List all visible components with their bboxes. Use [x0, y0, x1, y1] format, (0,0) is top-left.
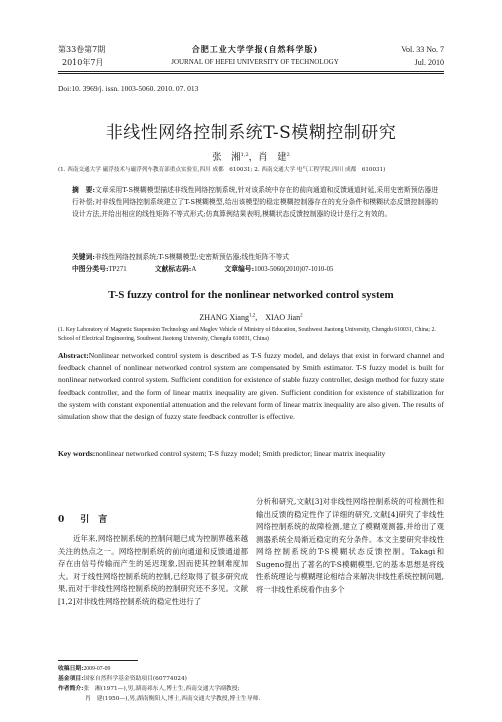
doi: Doi:10. 3969/j. issn. 1003-5060. 2010. 07. 013	[58, 84, 199, 93]
abstract-en-label: Abstract:	[58, 351, 89, 360]
body-left-column: 近年来,网络控制系统的控制问题已成为控制界越来越关注的热点之一。网络控制系统的前向通道和反馈通道都存在由信号传输而产生的延迟现象,因而使其控制难度加大。对于线性网络控制系统的控制,已经取得了很多研究成果,而对于非线性网络控制系统的控制研究还不多见。文献[1,2]对非线性网络控制系统的稳定性进行了	[58, 534, 248, 606]
author-en-1-sup: 1,2	[248, 313, 256, 319]
title-cn: 非线性网络控制系统T-S模糊控制研究	[105, 123, 397, 143]
doc-code-value: A	[191, 266, 197, 273]
author-cn-1: 张 湘	[212, 152, 241, 163]
article-number-label: 文章编号:	[224, 265, 255, 273]
header-journal-en: JOURNAL OF HEFEI UNIVERSITY OF TECHNOLOGY	[171, 58, 339, 66]
author-en-1: ZHANG Xiang	[199, 313, 249, 322]
header-date-en: Jul. 2010	[414, 58, 444, 67]
author-bio-label: 作者简介:	[58, 686, 84, 692]
title-en: T-S fuzzy control for the nonlinear networked control system	[108, 289, 394, 301]
abstract-cn	[72, 184, 438, 220]
received-label: 收稿日期:	[58, 666, 84, 672]
header-rule-top	[58, 71, 444, 72]
affiliation-en: (1. Key Laboratory of Magnetic Suspension Technology and Maglev Vehicle of Ministry of Education, Southwest Jiaotong University, Chengdu 610031, China; 2. School of Electrical Engineering, Southwest Jiaotong University, Chengdu 610031, China)	[58, 327, 436, 342]
abstract-cn-label: 摘 要:	[72, 186, 96, 194]
keywords-cn-text: 非线性网络控制系统;T-S模糊模型;史密斯预估器;线性矩阵不等式	[94, 253, 290, 261]
authors-en	[40, 312, 462, 323]
section-title: 引 言	[80, 515, 108, 525]
received-date: 2009-07-09	[83, 666, 111, 672]
clc-value: TP271	[108, 266, 127, 273]
body-right-column: 分析和研究,文献[3]对非线性网络控制系统的可检测性和输出反馈的稳定性作了详细的研究,文献[4]研究了非线性网络控制系统的故障检测,建立了模糊观测器,并给出了观测器系统全局渐近稳定的充分条件。本文主要研究非线性网络控制系统的T-S模糊状态反馈控制。Takagi和Sugeno提出了著名的T-S模糊模型,它的基本思想是将线性系统理论与模糊理论相结合来解决非线性系统控制问题,将一非线性系统看作由多个	[256, 497, 444, 594]
section-number: 0	[58, 515, 65, 525]
fund-label: 基金项目:	[58, 676, 84, 682]
author-en-2-sup: 2	[300, 313, 303, 319]
header-volume-cn: 第33卷第7期	[58, 45, 106, 54]
author-en-2: XIAO Jian	[265, 313, 301, 322]
authors-cn	[40, 149, 462, 163]
keywords-en	[58, 448, 444, 460]
author-cn-sep: ，	[248, 152, 259, 163]
classification-line	[72, 264, 438, 275]
article-number-value: 1003-5060(2010)07-1010-05	[254, 266, 334, 273]
section-heading	[58, 512, 107, 525]
author-cn-1-sup: 1,2	[240, 151, 249, 158]
author-bio-1: 张 湘(1971—),男,湖南祁东人,博士生,西南交通大学副教授;	[83, 686, 240, 692]
abstract-cn-text: 文章采用T-S模糊模型描述非线性网络控制系统,针对该系统中存在的前向通道和反馈通道时延,采用史密斯预估器进行补偿;对非线性网络控制系统建立了T-S模糊模型,给出该模型的稳定模糊控制器存在的充分条件和模糊状态反馈控制器的设计方法,并给出相应的线性矩阵不等式形式;仿真算例结果表明,模糊状态反馈控制器的设计是行之有效的。	[72, 186, 438, 218]
keywords-en-text: nonlinear networked control system; T-S fuzzy model; Smith predictor; linear matrix inequality	[95, 449, 386, 458]
header-volume-en: Vol. 33 No. 7	[401, 45, 444, 54]
author-en-sep: ,	[255, 313, 266, 322]
footnote-received	[58, 664, 444, 674]
keywords-cn-label: 关键词:	[72, 253, 95, 261]
footnote-fund	[58, 674, 444, 684]
keywords-en-label: Key words:	[58, 449, 96, 458]
fund-text: 国家自然科学基金资助项目(60774024)	[83, 676, 187, 682]
header-journal-cn: 合肥工业大学学报(自然科学版)	[191, 44, 319, 54]
clc-label: 中图分类号:	[72, 265, 109, 273]
doc-code-label: 文献标志码:	[154, 265, 192, 273]
header-rule-bottom	[58, 73, 444, 74]
footnote-rule	[58, 660, 138, 661]
footnote	[58, 664, 444, 704]
footnote-author-2: 肖 建(1950—),男,湖南衡阳人,博士,西南交通大学教授,博士生导师.	[85, 696, 261, 702]
keywords-cn	[72, 252, 438, 263]
author-cn-2: 肖 建	[258, 152, 287, 163]
abstract-en	[58, 350, 444, 423]
footnote-author-1	[58, 684, 444, 694]
author-cn-2-sup: 2	[286, 151, 290, 158]
abstract-en-text: Nonlinear networked control system is described as T-S fuzzy model, and delays that exist in forward channel and feedback channel of nonlinear networked control system are compensated by Smith estimator. T-S fuzzy model is built for nonlinear networked control system. Sufficient condition for existence of stable fuzzy controller, design method for fuzzy state feedback controller, and the form of linear matrix inequality are given. Sufficient condition for existence of stabilization for the system with constant exponential attenuation and the relevant form of linear matrix inequality are also given. The results of simulation show that the design of fuzzy state feedback controller is effective.	[58, 351, 444, 422]
header-date-cn: 2010年7月	[62, 58, 104, 67]
affiliation-cn: (1. 西南交通大学 磁浮技术与磁浮列车教育部重点实验室,四川 成都 610031; 2. 西南交通大学 电气工程学院,四川 成都 610031)	[58, 167, 386, 173]
